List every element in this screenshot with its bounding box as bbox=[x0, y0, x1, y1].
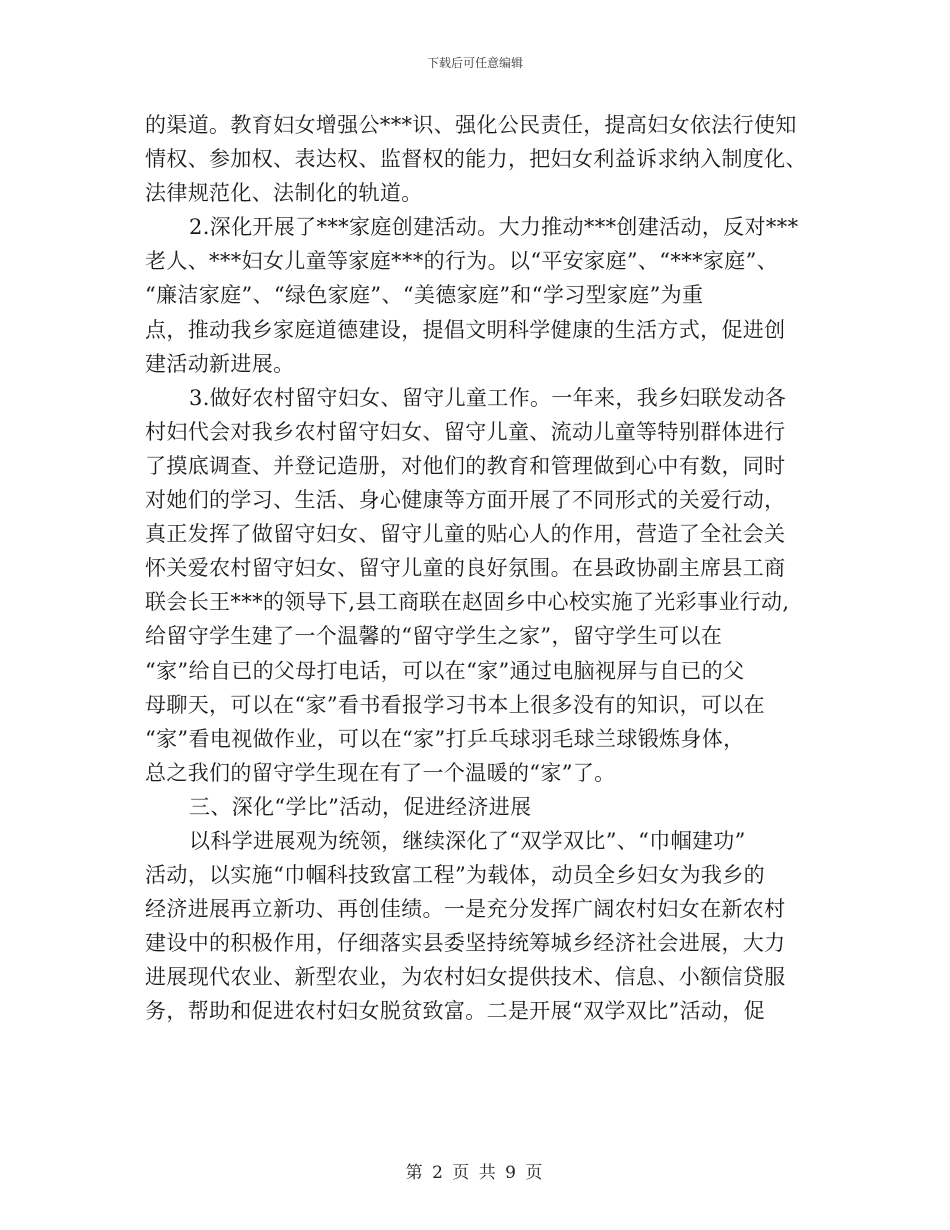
page-header: 下载后可任意编辑 bbox=[426, 56, 523, 70]
body-line: 的渠道。教育妇女增强公***识、强化公民责任，提高妇女依法行使知 bbox=[145, 113, 797, 137]
body-line: 活动，以实施“巾帼科技致富工程”为载体，动员全乡妇女为我乡的 bbox=[145, 863, 765, 888]
body-line: 村妇代会对我乡农村留守妇女、留守儿童、流动儿童等特别群体进行 bbox=[145, 419, 786, 444]
body-line: “廉洁家庭”、“绿色家庭”、“美德家庭”和“学习型家庭”为重 bbox=[145, 283, 704, 308]
body-line: 总之我们的留守学生现在有了一个温暖的“家”了。 bbox=[145, 760, 616, 785]
body-line: 建活动新进展。 bbox=[145, 351, 295, 376]
body-line: 了摸底调查、并登记造册，对他们的教育和管理做到心中有数，同时 bbox=[145, 453, 786, 478]
body-line: 经济进展再立新功、再创佳绩。一是充分发挥广阔农村妇女在新农村 bbox=[145, 897, 786, 922]
body-line: 点，推动我乡家庭道德建设，提倡文明科学健康的生活方式，促进创 bbox=[145, 317, 786, 342]
paragraph-start-line: 3.做好农村留守妇女、留守儿童工作。一年来，我乡妇联发动各 bbox=[189, 385, 787, 410]
paragraph-start-line: 2.深化开展了***家庭创建活动。大力推动***创建活动，反对*** bbox=[189, 215, 799, 240]
paragraph-start-line: 以科学进展观为统领，继续深化了“双学双比”、“巾帼建功” bbox=[189, 828, 746, 853]
body-line: 给留守学生建了一个温馨的“留守学生之家”，留守学生可以在 bbox=[145, 624, 723, 649]
body-line: 法律规范化、法制化的轨道。 bbox=[145, 181, 423, 206]
body-line: 建设中的积极作用，仔细落实县委坚持统筹城乡经济社会进展，大力 bbox=[145, 931, 786, 956]
body-line: 进展现代农业、新型农业，为农村妇女提供技术、信息、小额信贷服 bbox=[145, 965, 786, 990]
body-line: 母聊天，可以在“家”看书看报学习书本上很多没有的知识，可以在 bbox=[145, 692, 765, 717]
body-line: 联会长王***的领导下,县工商联在赵固乡中心校实施了光彩事业行动, bbox=[145, 590, 790, 615]
page-number: 第 2 页 共 9 页 bbox=[405, 1163, 545, 1183]
body-line: 怀关爱农村留守妇女、留守儿童的良好氛围。在县政协副主席县工商 bbox=[145, 556, 786, 581]
body-line: 务，帮助和促进农村妇女脱贫致富。二是开展“双学双比”活动，促 bbox=[145, 999, 765, 1024]
body-line: “家”看电视做作业，可以在“家”打乒乓球羽毛球兰球锻炼身体， bbox=[145, 726, 745, 751]
body-line: 老人、***妇女儿童等家庭***的行为。以“平安家庭”、“***家庭”、 bbox=[145, 249, 779, 274]
body-line: 情权、参加权、表达权、监督权的能力，把妇女利益诉求纳入制度化、 bbox=[145, 147, 807, 172]
body-line: “家”给自已的父母打电话，可以在“家”通过电脑视屏与自已的父 bbox=[145, 658, 745, 683]
section-heading: 三、深化“学比”活动，促进经济进展 bbox=[189, 794, 532, 819]
body-line: 对她们的学习、生活、身心健康等方面开展了不同形式的关爱行动， bbox=[145, 488, 786, 513]
document-body bbox=[145, 108, 807, 1029]
body-line: 真正发挥了做留守妇女、留守儿童的贴心人的作用，营造了全社会关 bbox=[145, 522, 786, 547]
